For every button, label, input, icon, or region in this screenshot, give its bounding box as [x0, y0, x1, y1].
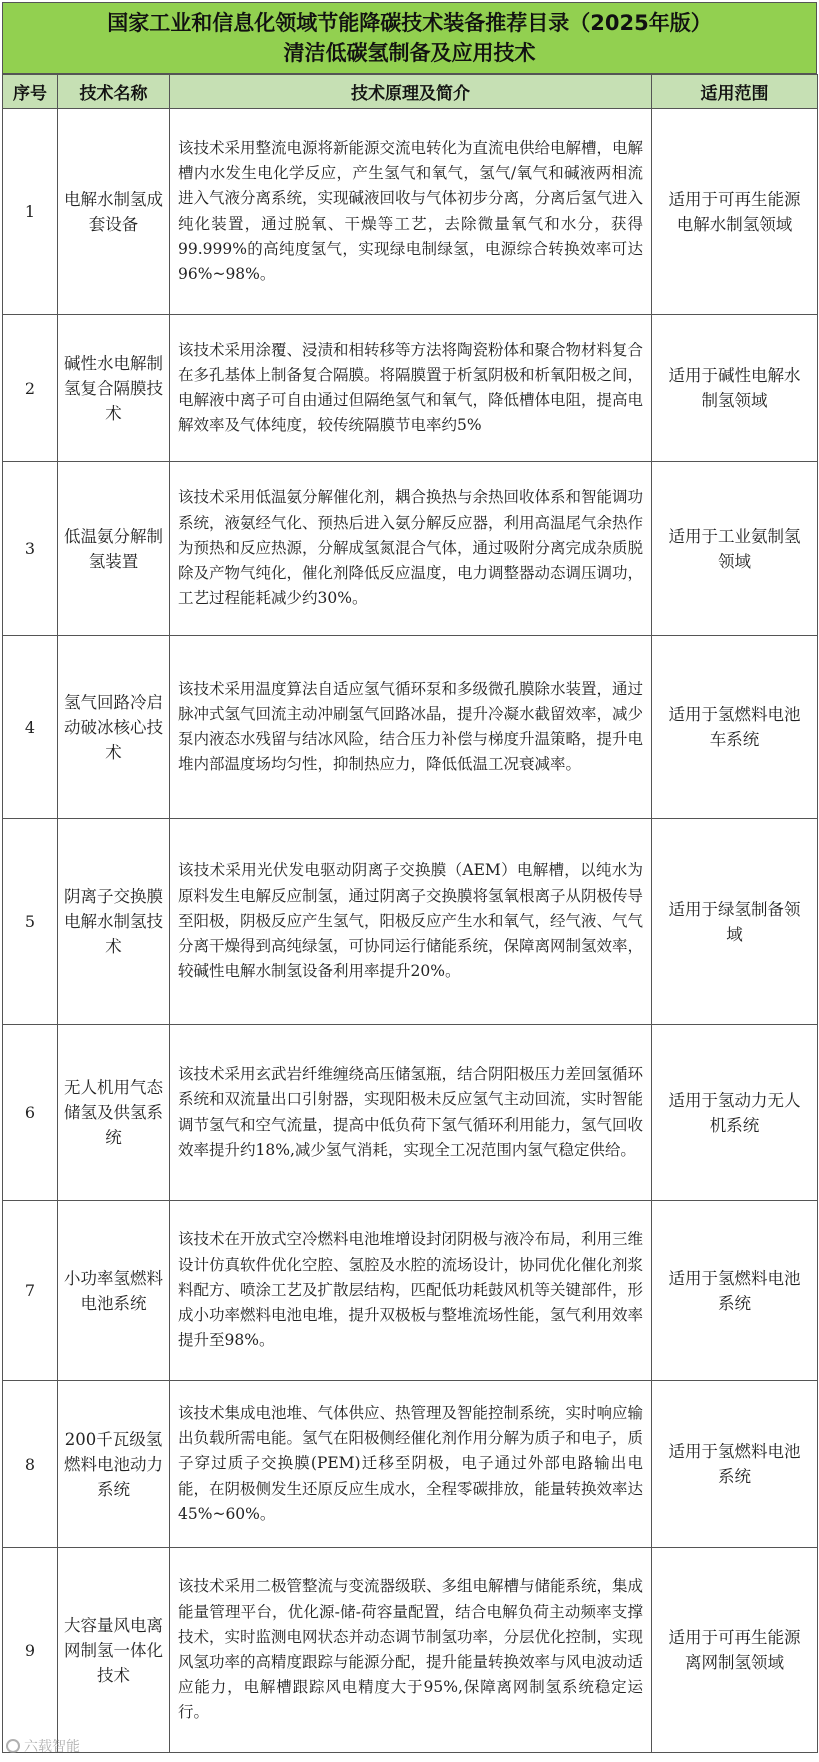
row-scope: 适用于氢燃料电池系统 [652, 1201, 818, 1381]
row-name: 无人机用气态储氢及供氢系统 [58, 1025, 170, 1201]
table-row [3, 1381, 818, 1548]
title-block [2, 2, 817, 74]
row-desc: 该技术采用整流电源将新能源交流电转化为直流电供给电解槽，电解槽内水发生电化学反应，产生氢气和氧气，氢气/氧气和碱液两相流进入气液分离系统，实现碱液回收与气体初步分离，分离后氢气进入纯化装置，通过脱氧、干燥等工艺，去除微量氧气和水分，获得99.999%的高纯度氢气，实现绿电制绿氢，电源综合转换效率可达96%~98%。 [170, 109, 652, 315]
row-scope: 适用于氢燃料电池系统 [652, 1381, 818, 1548]
row-desc: 该技术采用二极管整流与变流器级联、多组电解槽与储能系统，集成能量管理平台，优化源-储-荷容量配置，结合电解负荷主动频率支撑技术，实时监测电网状态并动态调节制氢功率，分层优化控制，实现风氢功率的高精度跟踪与能源分配，提升能量转换效率与风电波动适应能力，电解槽跟踪风电精度大于95%,保障离网制氢系统稳定运行。 [170, 1548, 652, 1753]
row-name: 小功率氢燃料电池系统 [58, 1201, 170, 1381]
row-desc: 该技术采用温度算法自适应氢气循环泵和多级微孔膜除水装置，通过脉冲式氢气回流主动冲刷氢气回路冰晶，提升冷凝水截留效率，减少泵内液态水残留与结冰风险，结合压力补偿与梯度升温策略，提升电堆内部温度场均匀性，抑制热应力，降低低温工况衰减率。 [170, 636, 652, 819]
row-no: 1 [3, 109, 58, 315]
table-row [3, 636, 818, 819]
row-desc: 该技术采用低温氨分解催化剂，耦合换热与余热回收体系和智能调功系统，液氨经气化、预热后进入氨分解反应器，利用高温尾气余热作为预热和反应热源，分解成氢氮混合气体，通过吸附分离完成杂质脱除及产物气纯化，催化剂降低反应温度，电力调整器动态调压调功，工艺过程能耗减少约30%。 [170, 462, 652, 636]
row-name: 碱性水电解制氢复合隔膜技术 [58, 315, 170, 462]
row-scope: 适用于工业氨制氢领域 [652, 462, 818, 636]
row-no: 9 [3, 1548, 58, 1753]
row-name: 低温氨分解制氢装置 [58, 462, 170, 636]
row-name: 200千瓦级氢燃料电池动力系统 [58, 1381, 170, 1548]
row-desc: 该技术在开放式空冷燃料电池堆增设封闭阴极与液冷布局，利用三维设计仿真软件优化空腔、氢腔及水腔的流场设计，协同优化催化剂浆料配方、喷涂工艺及扩散层结构，匹配低功耗鼓风机等关键部件，形成小功率燃料电池电堆，提升双极板与整堆流场性能，氢气利用效率提升至98%。 [170, 1201, 652, 1381]
row-no: 7 [3, 1201, 58, 1381]
watermark [6, 1736, 80, 1756]
watermark-text: 六载智能 [24, 1739, 80, 1755]
row-desc: 该技术采用玄武岩纤维缠绕高压储氢瓶，结合阴阳极压力差回氢循环系统和双流量出口引射器，实现阳极未反应氢气主动回流，实时智能调节氢气和空气流量，提高中低负荷下氢气循环利用能力，氢气回收效率提升约18%,减少氢气消耗，实现全工况范围内氢气稳定供给。 [170, 1025, 652, 1201]
row-name: 电解水制氢成套设备 [58, 109, 170, 315]
technology-table [2, 74, 818, 1753]
row-scope: 适用于绿氢制备领域 [652, 819, 818, 1025]
section-title: 清洁低碳氢制备及应用技术 [283, 41, 536, 65]
header-no: 序号 [3, 75, 58, 109]
row-scope: 适用于可再生能源离网制氢领域 [652, 1548, 818, 1753]
table-header-row [3, 75, 818, 109]
row-no: 6 [3, 1025, 58, 1201]
table-row [3, 1201, 818, 1381]
catalog-title: 国家工业和信息化领域节能降碳技术装备推荐目录（2025年版） [107, 11, 712, 35]
row-scope: 适用于氢动力无人机系统 [652, 1025, 818, 1201]
row-name: 氢气回路冷启动破冰核心技术 [58, 636, 170, 819]
table-row [3, 109, 818, 315]
row-no: 4 [3, 636, 58, 819]
table-row [3, 462, 818, 636]
row-desc: 该技术采用涂覆、浸渍和相转移等方法将陶瓷粉体和聚合物材料复合在多孔基体上制备复合隔膜。将隔膜置于析氢阴极和析氧阳极之间，电解液中离子可自由通过但隔绝氢气和氧气，降低槽体电阻，提高电解效率及气体纯度，较传统隔膜节电率约5% [170, 315, 652, 462]
row-name: 大容量风电离网制氢一体化技术 [58, 1548, 170, 1753]
catalog-sheet [2, 2, 817, 1753]
row-no: 8 [3, 1381, 58, 1548]
row-desc: 该技术采用光伏发电驱动阴离子交换膜（AEM）电解槽，以纯水为原料发生电解反应制氢，通过阴离子交换膜将氢氧根离子从阴极传导至阳极，阴极反应产生氢气，阳极反应产生水和氧气，经气液、气气分离干燥得到高纯绿氢，可协同运行储能系统，保障离网制氢效率，较碱性电解水制氢设备利用率提升20%。 [170, 819, 652, 1025]
table-row [3, 819, 818, 1025]
table-row [3, 1025, 818, 1201]
row-desc: 该技术集成电池堆、气体供应、热管理及智能控制系统，实时响应输出负载所需电能。氢气在阳极侧经催化剂作用分解为质子和电子，质子穿过质子交换膜(PEM)迁移至阴极，电子通过外部电路输出电能，在阴极侧发生还原反应生成水，全程零碳排放，能量转换效率达45%~60%。 [170, 1381, 652, 1548]
row-scope: 适用于可再生能源电解水制氢领域 [652, 109, 818, 315]
row-scope: 适用于氢燃料电池车系统 [652, 636, 818, 819]
table-row [3, 1548, 818, 1753]
header-scope: 适用范围 [652, 75, 818, 109]
row-no: 3 [3, 462, 58, 636]
row-no: 5 [3, 819, 58, 1025]
row-no: 2 [3, 315, 58, 462]
row-name: 阴离子交换膜电解水制氢技术 [58, 819, 170, 1025]
header-name: 技术名称 [58, 75, 170, 109]
row-scope: 适用于碱性电解水制氢领域 [652, 315, 818, 462]
header-desc: 技术原理及简介 [170, 75, 652, 109]
watermark-logo-icon [6, 1739, 20, 1753]
table-row [3, 315, 818, 462]
